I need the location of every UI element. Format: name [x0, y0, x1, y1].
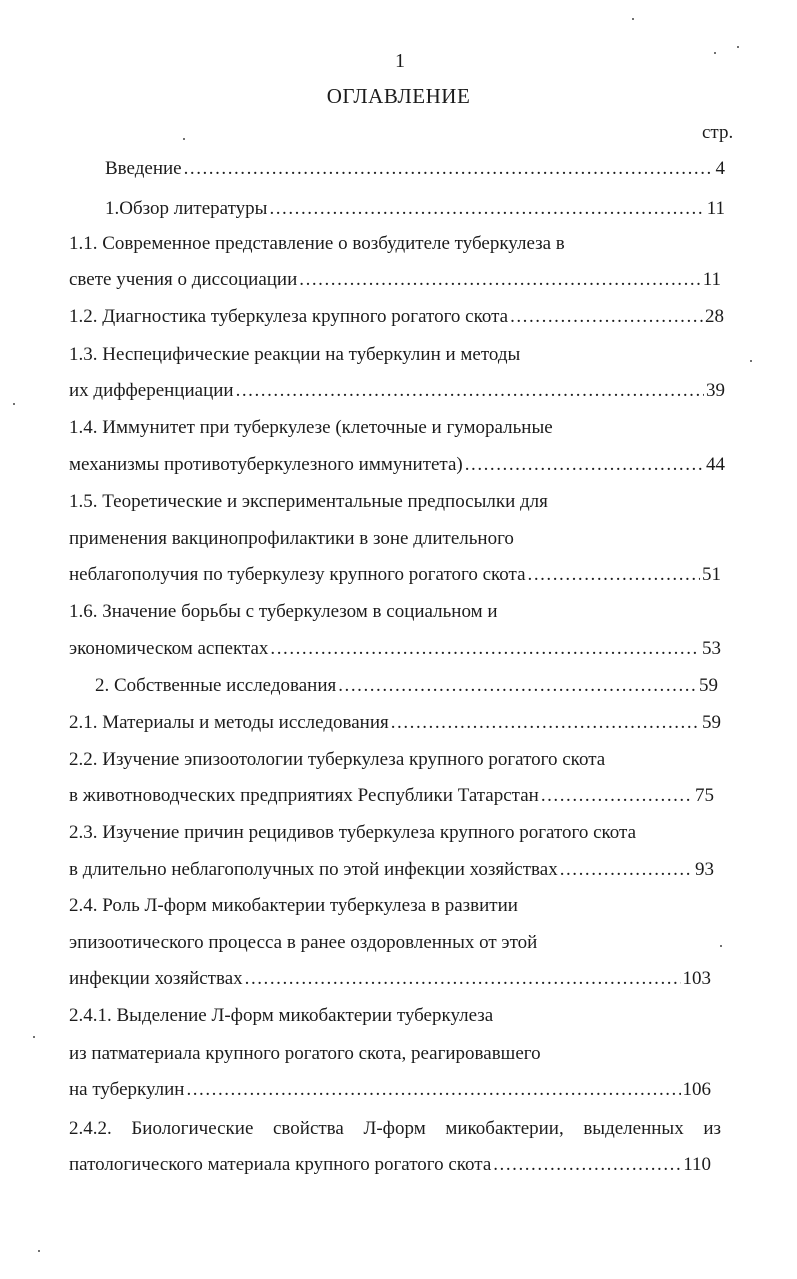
toc-entry-line: 2.4.1. Выделение Л-форм микобактерии туберкулеза: [69, 1005, 494, 1026]
toc-entry-1-4[interactable]: [69, 453, 725, 477]
toc-entry-line: из патматериала крупного рогатого скота, реагировавшего: [69, 1043, 541, 1064]
toc-entry-introduction[interactable]: [105, 157, 725, 181]
toc-entry-page: 44: [706, 454, 725, 475]
scan-speck: [720, 945, 722, 947]
toc-entry-page: 75: [695, 785, 714, 806]
scan-speck: [737, 46, 739, 48]
scan-speck: [632, 18, 634, 20]
dot-leader: [184, 157, 714, 181]
toc-entry-2-4-2[interactable]: [69, 1153, 711, 1177]
toc-entry-page: 39: [706, 380, 725, 401]
toc-entry-line: 2.3. Изучение причин рецидивов туберкулеза крупного рогатого скота: [69, 822, 637, 843]
toc-entry-page: 53: [702, 638, 721, 659]
toc-entry-page: 28: [705, 306, 724, 327]
dot-leader: [510, 305, 703, 329]
toc-entry-page: 11: [706, 198, 725, 219]
toc-entry-page: 51: [702, 564, 721, 585]
toc-entry-label: на туберкулин: [69, 1079, 185, 1100]
toc-entry-1-5[interactable]: [69, 563, 721, 587]
toc-entry-label: экономическом аспектах: [69, 638, 269, 659]
toc-entry-line: 2.4.2. Биологические свойства Л-форм микобактерии, выделенных из: [69, 1118, 721, 1139]
toc-entry-line: 1.6. Значение борьбы с туберкулезом в социальном и: [69, 601, 498, 622]
dot-leader: [186, 1078, 680, 1102]
toc-entry-line: 1.4. Иммунитет при туберкулезе (клеточные и гуморальные: [69, 417, 553, 438]
toc-entry-label: 1.2. Диагностика туберкулеза крупного рогатого скота: [69, 306, 509, 327]
toc-entry-page: 11: [702, 269, 721, 290]
page-title: ОГЛАВЛЕНИЕ: [326, 84, 471, 108]
toc-entry-1-2[interactable]: [69, 305, 724, 329]
dot-leader: [465, 453, 704, 477]
toc-entry-label: в животноводческих предприятиях Республики Татарстан: [69, 785, 539, 806]
toc-entry-label: инфекции хозяйствах: [69, 968, 243, 989]
dot-leader: [493, 1153, 681, 1177]
page-column-label: стр.: [702, 122, 734, 143]
toc-entry-line: 2.4. Роль Л-форм микобактерии туберкулеза в развитии: [69, 895, 518, 916]
scan-speck: [714, 52, 716, 54]
dot-leader: [299, 268, 700, 292]
dot-leader: [245, 967, 681, 991]
toc-entry-label: механизмы противотуберкулезного иммунитета): [69, 454, 463, 475]
toc-entry-label: неблагополучия по туберкулезу крупного рогатого скота: [69, 564, 526, 585]
dot-leader: [338, 674, 697, 698]
toc-entry-1-6[interactable]: [69, 637, 721, 661]
toc-entry-page: 110: [683, 1154, 711, 1175]
toc-entry-page: 106: [682, 1079, 711, 1100]
toc-entry-2-3[interactable]: [69, 858, 714, 882]
toc-entry-2-4[interactable]: [69, 967, 711, 991]
toc-entry-2-1[interactable]: [69, 711, 721, 735]
dot-leader: [269, 197, 704, 221]
toc-entry-page: 4: [715, 158, 725, 179]
toc-entry-label: патологического материала крупного рогатого скота: [69, 1154, 492, 1175]
toc-entry-1-3[interactable]: [69, 379, 725, 403]
toc-entry-label: свете учения о диссоциации: [69, 269, 298, 290]
toc-entry-literature-review[interactable]: [105, 197, 725, 221]
toc-entry-label: их дифференциации: [69, 380, 234, 401]
toc-entry-line: 1.1. Современное представление о возбудителе туберкулеза в: [69, 233, 565, 254]
scan-speck: [183, 138, 185, 140]
toc-entry-line: применения вакцинопрофилактики в зоне длительного: [69, 528, 514, 549]
scan-speck: [13, 403, 15, 405]
toc-entry-label: Введение: [105, 158, 182, 179]
toc-entry-page: 59: [702, 712, 721, 733]
page-number: 1: [395, 50, 405, 72]
dot-leader: [270, 637, 700, 661]
toc-entry-1-1[interactable]: [69, 268, 721, 292]
toc-entry-label: 2. Собственные исследования: [95, 675, 337, 696]
dot-leader: [391, 711, 700, 735]
dot-leader: [528, 563, 700, 587]
dot-leader: [236, 379, 704, 403]
toc-entry-line: 1.3. Неспецифические реакции на туберкулин и методы: [69, 344, 521, 365]
toc-entry-label: в длительно неблагополучных по этой инфекции хозяйствах: [69, 859, 558, 880]
toc-entry-line: эпизоотического процесса в ранее оздоровленных от этой: [69, 932, 538, 953]
toc-entry-page: 103: [682, 968, 711, 989]
dot-leader: [541, 784, 693, 808]
toc-entry-line: 1.5. Теоретические и экспериментальные предпосылки для: [69, 491, 548, 512]
toc-entry-page: 59: [699, 675, 718, 696]
scan-speck: [750, 360, 752, 362]
toc-entry-label: 1.Обзор литературы: [105, 198, 268, 219]
toc-entry-page: 93: [695, 859, 714, 880]
toc-entry-2-4-1[interactable]: [69, 1078, 711, 1102]
toc-entry-2-2[interactable]: [69, 784, 714, 808]
toc-entry-line: 2.2. Изучение эпизоотологии туберкулеза крупного рогатого скота: [69, 749, 606, 770]
toc-entry-own-research[interactable]: [95, 674, 718, 698]
scan-speck: [38, 1250, 40, 1252]
dot-leader: [560, 858, 693, 882]
scan-speck: [33, 1036, 35, 1038]
toc-entry-label: 2.1. Материалы и методы исследования: [69, 712, 389, 733]
